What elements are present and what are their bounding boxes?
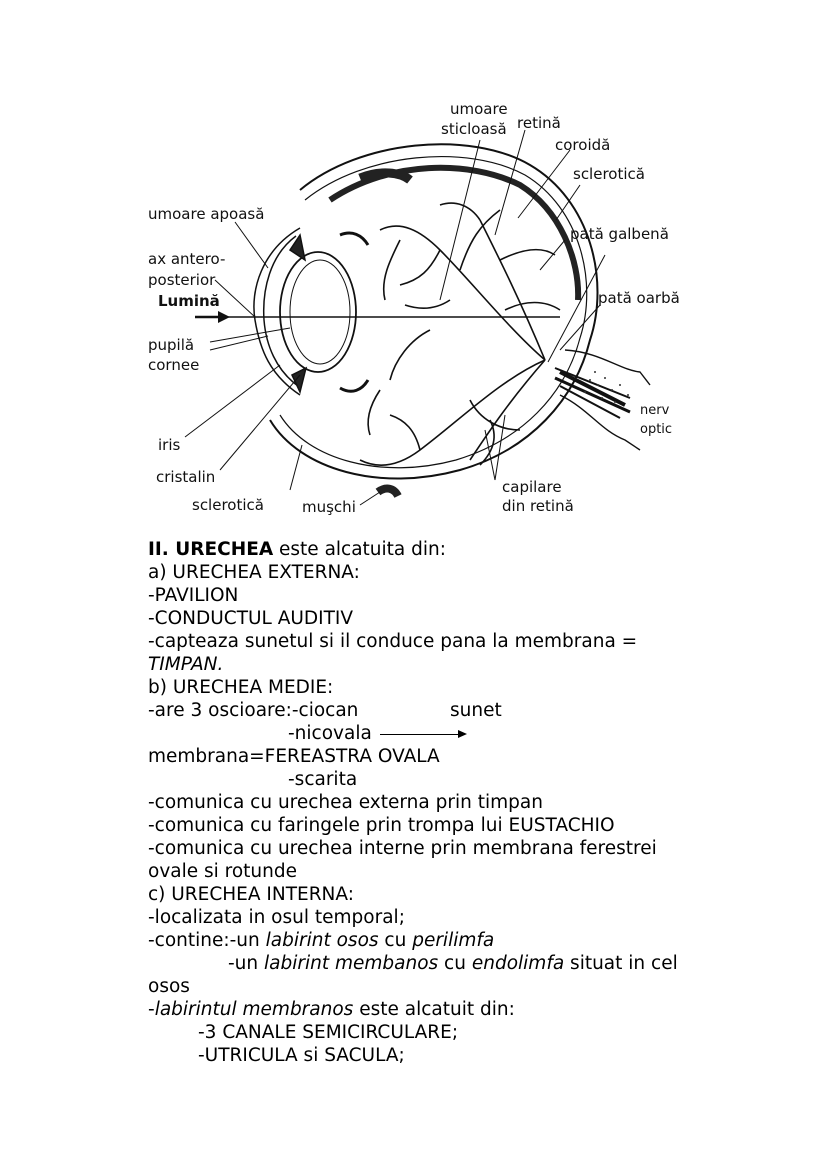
scarita-text: -scarita [288, 769, 358, 790]
ear-section [148, 538, 768, 1067]
c4-post: este alcatuit din: [353, 999, 515, 1020]
sound-arrow-icon [458, 730, 467, 738]
label-iris: iris [158, 436, 181, 454]
label-muschi: muşchi [302, 498, 356, 516]
c4-pre: - [148, 999, 155, 1020]
sound-arrow-line [380, 734, 458, 735]
label-pata-oarba: pată oarbă [598, 289, 680, 307]
label-retina: retină [517, 114, 561, 132]
line-c-title: c) URECHEA INTERNA: [148, 884, 354, 905]
line-a-2: -CONDUCTUL AUDITIV [148, 608, 354, 629]
label-coroida: coroidă [555, 136, 611, 154]
label-sclerotica-bottom: sclerotică [192, 496, 264, 514]
line-c-1: -localizata in osul temporal; [148, 907, 405, 928]
optic-nerve [555, 350, 650, 450]
cornea-lens [254, 228, 368, 395]
line-b-membrana: membrana=FEREASTRA OVALA [148, 746, 440, 767]
line-a-4: TIMPAN. [148, 654, 224, 675]
eyeball [270, 144, 598, 496]
heading-bold: II. URECHEA [148, 539, 274, 560]
label-umoare-apoasa: umoare apoasă [148, 205, 265, 223]
line-a-1: -PAVILION [148, 585, 239, 606]
label-umoare-sticloasa-2: sticloasă [441, 120, 507, 138]
line-c-2 [148, 929, 768, 952]
heading-rest: este alcatuita din: [273, 539, 446, 560]
c2-italic-1: labirint osos [265, 930, 379, 951]
line-b-c2: -comunica cu faringele prin trompa lui EUSTACHIO [148, 815, 615, 836]
label-pupila: pupilă [148, 336, 195, 354]
sunet-label: sunet [450, 700, 502, 721]
line-b-title: b) URECHEA MEDIE: [148, 677, 334, 698]
label-umoare-sticloasa-1: umoare [450, 100, 508, 118]
label-sclerotica-top: sclerotică [573, 165, 645, 183]
section-heading [148, 538, 768, 561]
line-b-nicovala [148, 722, 768, 745]
line-c-6: -UTRICULA si SACULA; [198, 1045, 405, 1066]
line-a-title: a) URECHEA EXTERNA: [148, 562, 360, 583]
label-nerv: nerv [640, 403, 670, 418]
label-capilare: capilare [502, 478, 562, 496]
c2-italic-2: perilimfa [412, 930, 495, 951]
line-c-3 [148, 952, 768, 975]
eye-diagram [0, 0, 828, 530]
label-cristalin: cristalin [156, 468, 216, 486]
c2-mid: cu [378, 930, 413, 951]
c3-italic-2: endolimfa [471, 953, 565, 974]
line-b-c1: -comunica cu urechea externa prin timpan [148, 792, 543, 813]
retina-capillaries [360, 203, 560, 465]
c3-pre: -un [228, 953, 265, 974]
label-lumina: Lumină [158, 292, 220, 310]
label-din-retina: din retină [502, 497, 574, 515]
label-optic: optic [640, 422, 673, 437]
label-cornee: cornee [148, 356, 200, 374]
line-c-3b: osos [148, 976, 190, 997]
c2-pre: -contine:-un [148, 930, 266, 951]
nicovala-text: -nicovala [288, 723, 372, 744]
oscioare-text: -are 3 oscioare:-ciocan [148, 700, 359, 721]
label-pata-galbena: pată galbenă [570, 225, 669, 243]
line-b-c3a: -comunica cu urechea interne prin membrana ferestrei [148, 838, 657, 859]
line-c-5: -3 CANALE SEMICIRCULARE; [198, 1022, 459, 1043]
line-c-4 [148, 998, 768, 1021]
label-ax-1: ax antero- [148, 250, 226, 268]
label-ax-2: posterior [148, 271, 216, 289]
line-b-c3b: ovale si rotunde [148, 861, 298, 882]
c4-italic: labirintul membranos [154, 999, 354, 1020]
line-b-scarita [148, 768, 768, 791]
line-b-oscioare [148, 699, 768, 722]
line-a-3: -capteaza sunetul si il conduce pana la membrana = [148, 631, 638, 652]
c3-mid: cu [438, 953, 472, 974]
c3-italic-1: labirint membanos [264, 953, 439, 974]
c3-post: situat in cel [564, 953, 678, 974]
